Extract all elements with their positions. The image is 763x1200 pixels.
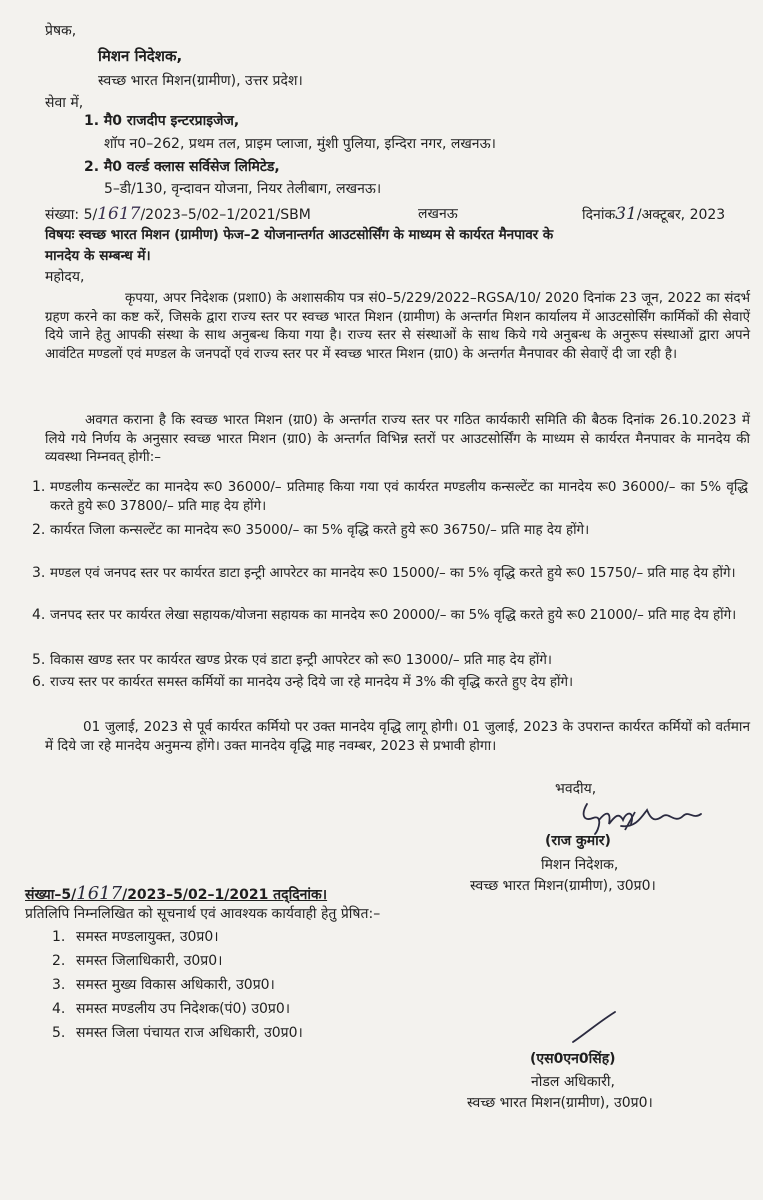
paragraph-3: 01 जुलाई, 2023 से पूर्व कार्यरत कर्मियो पर उक्त मानदेय वृद्धि लागू होगी। 01 जुलाई, 2023 के उपरान्त कार्यरत कर्मियों को वर्तमान में दिये जा रहे मानदेय अनुमन्य होंगे। उक्त मानदेय वृद्धि माह नवम्बर, 2023 से प्रभावी होगा। xyxy=(45,719,750,754)
handwritten-copy-number: 1617 xyxy=(76,883,123,904)
allowance-item xyxy=(32,651,750,671)
date-prefix: दिनांक xyxy=(582,207,616,223)
sender-org: स्वच्छ भारत मिशन(ग्रामीण), उत्तर प्रदेश। xyxy=(98,73,303,89)
copy-item-number: 4. xyxy=(52,1001,66,1017)
item-text: मण्डल एवं जनपद स्तर पर कार्यरत डाटा इन्ट्री आपरेटर का मानदेय रू0 15000/– का 5% वृद्धि करते हुये रू0 15750/– प्रति माह देय होंगे। xyxy=(50,566,736,581)
copy-item-text: समस्त जिलाधिकारी, उ0प्र0। xyxy=(76,953,223,969)
handwritten-date-day: 31 xyxy=(615,204,637,224)
to-label: सेवा में, xyxy=(45,95,84,111)
signatory-org: स्वच्छ भारत मिशन(ग्रामीण), उ0प्र0। xyxy=(470,878,656,894)
officer-org: स्वच्छ भारत मिशन(ग्रामीण), उ0प्र0। xyxy=(467,1095,653,1111)
copy-item-number: 5. xyxy=(52,1025,66,1041)
copy-ref-suffix: /2023–5/02–1/2021 तद्‌दिनांक। xyxy=(122,887,328,903)
paragraph-2: अवगत कराना है कि स्वच्छ भारत मिशन (ग्रा0) के अन्तर्गत राज्य स्तर पर गठित कार्यकारी समिति की बैठक दिनांक 26.10.2023 में लिये गये निर्णय के अनुसार स्वच्छ भारत मिशन (ग्रा0) के अन्तर्गत विभिन्न स्तरों पर आउटसोर्सिंग के माध्यम से कार्यरत मैनपावर के मानदेय की व्यवस्था निम्नवत् होगी:– xyxy=(45,413,750,465)
ref-prefix: संख्या: 5/ xyxy=(45,207,98,223)
copy-reference xyxy=(25,885,327,904)
recipient-2-name: 2. मै0 वर्ल्ड क्लास सर्विसेज लिमिटेड, xyxy=(84,159,280,175)
place: लखनऊ xyxy=(418,206,458,222)
letter-date xyxy=(582,205,725,224)
salutation: महोदय, xyxy=(45,269,85,285)
item-text: जनपद स्तर पर कार्यरत लेखा सहायक/योजना सहायक का मानदेय रू0 20000/– का 5% वृद्धि करते हुये रू0 21000/– प्रति माह देय होंगे। xyxy=(50,608,737,623)
copy-item xyxy=(52,976,452,996)
copy-item-number: 3. xyxy=(52,977,66,993)
signatory-name: (राज कुमार) xyxy=(545,833,611,849)
recipient-1-name: 1. मै0 राजदीप इन्टरप्राइजेज, xyxy=(84,113,240,129)
ref-suffix: /2023–5/02–1/2021/SBM xyxy=(140,207,311,223)
officer-signature-mark xyxy=(565,1008,625,1048)
allowance-item xyxy=(32,673,750,713)
item-text: मण्डलीय कन्सल्टेंट का मानदेय रू0 36000/– प्रतिमाह किया गया एवं कार्यरत मण्डलीय कन्सल्टेंट का मानदेय रू0 36000/– का 5% वृद्धि करते हुये रू0 37800/– प्रति माह देय होंगे। xyxy=(50,480,748,514)
copy-item xyxy=(52,952,452,972)
copy-item-text: समस्त मुख्य विकास अधिकारी, उ0प्र0। xyxy=(76,977,275,993)
item-number: 1. xyxy=(32,479,46,495)
copy-item xyxy=(52,928,452,948)
item-text: विकास खण्ड स्तर पर कार्यरत खण्ड प्रेरक एवं डाटा इन्ट्री आपरेटर को रू0 13000/– प्रति माह देय होंगे। xyxy=(50,653,552,668)
recipient-1-address: शॉप न0–262, प्रथम तल, प्राइम प्लाजा, मुंशी पुलिया, इन्दिरा नगर, लखनऊ। xyxy=(104,136,496,152)
item-number: 6. xyxy=(32,674,46,690)
handwritten-ref-number: 1617 xyxy=(97,204,141,224)
copy-ref-prefix: संख्या–5/ xyxy=(25,887,77,903)
copy-item xyxy=(52,1024,452,1044)
allowance-item xyxy=(32,564,750,604)
officer-name: (एस0एन0सिंह) xyxy=(530,1051,616,1067)
reference-number xyxy=(45,205,311,224)
allowance-item xyxy=(32,478,750,518)
item-number: 2. xyxy=(32,522,46,538)
sender-title: मिशन निदेशक, xyxy=(98,47,183,65)
allowance-item xyxy=(32,606,750,646)
officer-title: नोडल अधिकारी, xyxy=(531,1074,615,1090)
recipient-2-address: 5–डी/130, वृन्दावन योजना, नियर तेलीबाग, लखनऊ। xyxy=(104,181,382,197)
closing: भवदीय, xyxy=(555,781,597,797)
item-text: राज्य स्तर पर कार्यरत समस्त कर्मियों का मानदेय उन्हे दिये जा रहे मानदेय में 3% की वृद्धि करते हुए देय होंगे। xyxy=(50,675,574,690)
copy-item-number: 2. xyxy=(52,953,66,969)
copy-item xyxy=(52,1000,452,1020)
copy-item-text: समस्त जिला पंचायत राज अधिकारी, उ0प्र0। xyxy=(76,1025,303,1041)
subject-line-1: विषयः स्वच्छ भारत मिशन (ग्रामीण) फेज–2 योजनान्तर्गत आउटसोर्सिंग के माध्यम से कार्यरत मैनपावर के xyxy=(45,227,554,243)
item-number: 4. xyxy=(32,607,46,623)
item-text: कार्यरत जिला कन्सल्टेंट का मानदेय रू0 35000/– का 5% वृद्धि करते हुये रू0 36750/– प्रति माह देय होंगे। xyxy=(50,523,590,538)
sender-label: प्रेषक, xyxy=(45,23,77,39)
copy-item-number: 1. xyxy=(52,929,66,945)
subject-line-2: मानदेय के सम्बन्ध में। xyxy=(45,248,151,264)
allowance-item xyxy=(32,521,750,561)
copy-intro: प्रतिलिपि निम्नलिखित को सूचनार्थ एवं आवश्यक कार्यवाही हेतु प्रेषित:– xyxy=(25,906,381,922)
paragraph-1: कृपया, अपर निदेशक (प्रशा0) के अशासकीय पत्र सं0–5/229/2022–RGSA/10/ 2020 दिनांक 23 जून, 2022 का संदर्भ ग्रहण करने का कष्ट करें, जिसके द्वारा राज्य स्तर पर स्वच्छ भारत मिशन (ग्रामीण) के अन्तर्गत मिशन कार्यालय में आउटसोर्सिंग कार्मिकों की सेवाऐं दिये जाने हेतु आपकी संस्था के साथ अनुबन्ध किया गया है। राज्य स्तर से संस्थाओं के साथ किये गये अनुबन्ध के अनुरूप संस्थाओं द्वारा अपने आवंटित मण्डलों एवं मण्डल के जनपदों एवं राज्य स्तर पर में स्वच्छ भारत मिशन (ग्रा0) के अन्तर्गत मैनपावर की सेवाऐं दी जा रही है। xyxy=(45,291,750,362)
item-number: 5. xyxy=(32,652,46,668)
date-suffix: /अक्टूबर, 2023 xyxy=(636,207,726,223)
item-number: 3. xyxy=(32,565,46,581)
copy-item-text: समस्त मण्डलीय उप निदेशक(पं0) उ0प्र0। xyxy=(76,1001,291,1017)
copy-item-text: समस्त मण्डलायुक्त, उ0प्र0। xyxy=(76,929,219,945)
signatory-title: मिशन निदेशक, xyxy=(541,857,619,873)
